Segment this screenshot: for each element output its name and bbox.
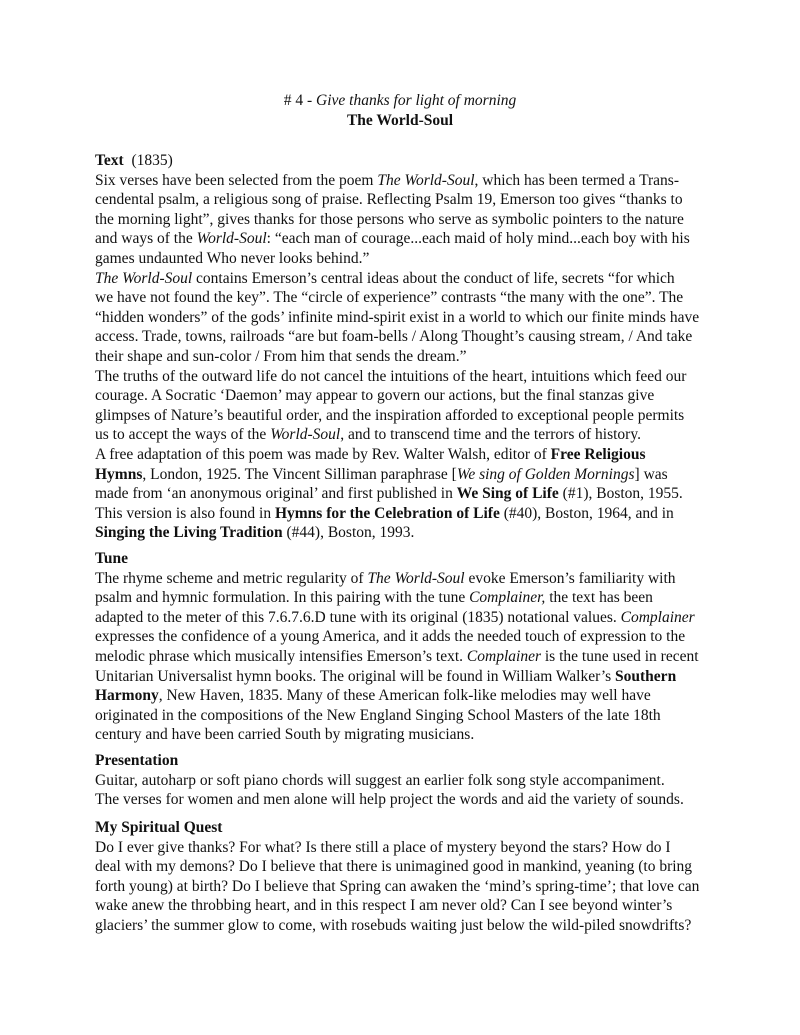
text-line: Singing the Living Tradition (#44), Boston, 1993. [95,524,415,542]
text-line: “hidden wonders” of the gods’ infinite mind-spirit exist in a world to which our finite minds have [95,308,700,326]
tune-line: century and have been carried South by migrating musicians. [95,726,475,744]
presentation-heading: Presentation [95,752,179,769]
text-section [95,151,745,543]
text-line: The truths of the outward life do not cancel the intuitions of the heart, intuitions which feed our [95,367,687,385]
presentation-section [95,751,745,810]
text-line: we have not found the key”. The “circle of experience” contrasts “the many with the one”. The [95,289,684,307]
quest-line: deal with my demons? Do I believe that there is unimagined good in mankind, yeaning (to bring [95,858,693,876]
tune-line: The rhyme scheme and metric regularity of The World-Soul evoke Emerson’s familiarity with [95,569,676,587]
text-line: courage. A Socratic ‘Daemon’ may appear to govern our actions, but the final stanzas give [95,387,655,405]
text-line: the morning light”, gives thanks for those persons who serve as symbolic pointers to the nature [95,210,684,228]
tune-line: Harmony, New Haven, 1835. Many of these American folk-like melodies may well have [95,687,651,705]
quest-line: Do I ever give thanks? For what? Is there still a place of mystery beyond the stars? How do I [95,838,671,856]
text-line: us to accept the ways of the World-Soul, and to transcend time and the terrors of history. [95,426,641,444]
tune-heading: Tune [95,550,129,567]
text-line: A free adaptation of this poem was made by Rev. Walter Walsh, editor of Free Religious [95,445,646,463]
hymn-title: The World-Soul [346,112,454,129]
hymn-number: # 4 - [283,92,317,109]
tune-line: adapted to the meter of this 7.6.7.6.D tune with its original (1835) notational values. Complainer [95,608,695,626]
tune-line: Unitarian Universalist hymn books. The original will be found in William Walker’s Southern [95,667,677,685]
text-line: This version is also found in Hymns for the Celebration of Life (#40), Boston, 1964, and in [95,504,674,522]
section-heading-text: Text [95,152,124,169]
text-date: (1835) [131,152,173,169]
text-line: their shape and sun-color / From him that sends the dream.” [95,347,467,365]
tune-line: originated in the compositions of the New England Singing School Masters of the late 18th [95,706,661,724]
text-line: made from ‘an anonymous original’ and first published in We Sing of Life (#1), Boston, 1955. [95,485,683,503]
tune-section [95,549,745,745]
text-line: access. Trade, towns, railroads “are but foam-bells / Along Thought’s causing stream, / And take [95,328,693,346]
quest-line: wake anew the throbbing heart, and in this respect I am never old? Can I see beyond winter’s [95,897,673,915]
text-line: Six verses have been selected from the poem The World-Soul, which has been termed a Trans- [95,171,679,189]
text-line: The World-Soul contains Emerson’s central ideas about the conduct of life, secrets “for which [95,269,675,287]
text-line: glimpses of Nature’s beautiful order, and the inspiration afforded to exceptional people permits [95,406,685,424]
tune-line: melodic phrase which musically intensifies Emerson’s text. Complainer is the tune used in recent [95,647,699,665]
hymn-first-line [0,91,800,111]
text-line: games undaunted Who never looks behind.” [95,249,370,267]
text-heading-line [95,151,745,171]
tune-line: expresses the confidence of a young America, and it adds the needed touch of expression to the [95,628,686,646]
presentation-line: Guitar, autoharp or soft piano chords will suggest an earlier folk song style accompaniment. [95,771,665,789]
quest-line: glaciers’ the summer glow to come, with rosebuds waiting just below the wild-piled snowdrifts? [95,916,692,934]
quest-line: forth young) at birth? Do I believe that Spring can awaken the ‘mind’s spring-time’; that love can [95,877,700,895]
hymn-first-line-text: Give thanks for light of morning [316,92,517,109]
text-line: and ways of the World-Soul: “each man of courage...each maid of holy mind...each boy with his [95,230,690,248]
spiritual-quest-section [95,818,745,936]
presentation-line: The verses for women and men alone will help project the words and aid the variety of sounds. [95,791,684,809]
text-line: Hymns, London, 1925. The Vincent Silliman paraphrase [We sing of Golden Mornings] was [95,465,668,483]
spiritual-quest-heading: My Spiritual Quest [95,819,223,836]
text-line: cendental psalm, a religious song of praise. Reflecting Psalm 19, Emerson too gives “thanks to [95,191,683,209]
tune-line: psalm and hymnic formulation. In this pairing with the tune Complainer, the text has been [95,589,653,607]
